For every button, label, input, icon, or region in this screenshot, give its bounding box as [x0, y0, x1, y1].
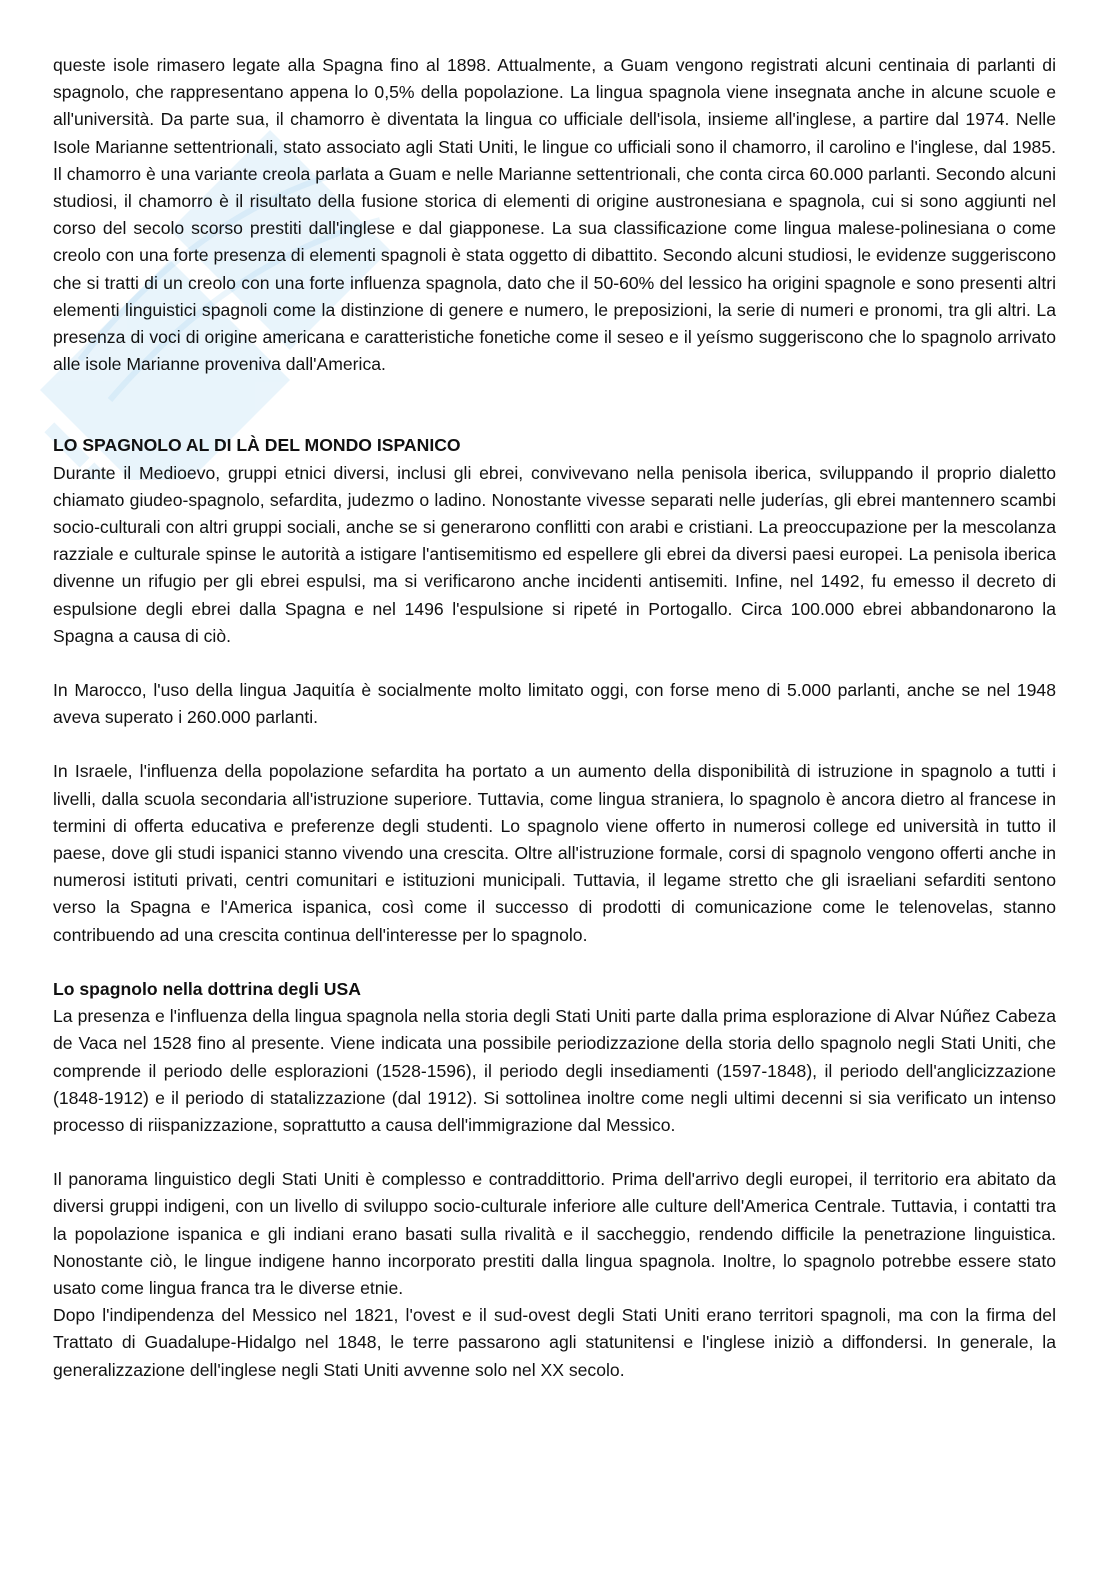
document-page	[53, 52, 1056, 1384]
spacer	[53, 378, 1056, 432]
paragraph-marocco: In Marocco, l'uso della lingua Jaquitía è socialmente molto limitato oggi, con forse meno di 5.000 parlanti, anche se nel 1948 aveva superato i 260.000 parlanti.	[53, 680, 1056, 728]
spacer	[53, 650, 1056, 677]
spacer	[53, 949, 1056, 976]
spacer	[53, 731, 1056, 758]
paragraph-israele: In Israele, l'influenza della popolazione sefardita ha portato a un aumento della disponibilità di istruzione in spagnolo a tutti i livelli, dalla scuola secondaria all'istruzione superiore. Tuttavia, come lingua straniera, lo spagnolo è ancora dietro al francese in termini di offerta educativa e preferenze degli studenti. Lo spagnolo viene offerto in numerosi college ed università in tutto il paese, dove gli studi ispanici stanno vivendo una crescita. Oltre all'istruzione formale, corsi di spagnolo vengono offerti anche in numerosi istituti privati, centri comunitari e istituzioni municipali. Tuttavia, il legame stretto che gli israeliani sefarditi sentono verso la Spagna e l'America ispanica, così come il successo di prodotti di comunicazione come le telenovelas, stanno contribuendo ad una crescita continua dell'interesse per lo spagnolo.	[53, 761, 1056, 945]
paragraph-medioevo: Durante il Medioevo, gruppi etnici diversi, inclusi gli ebrei, convivevano nella penisola iberica, sviluppando il proprio dialetto chiamato giudeo-spagnolo, sefardita, judezmo o ladino. Nonostante vivesse separati nelle juderías, gli ebrei mantennero scambi socio-culturali con altri gruppi sociali, anche se si generarono conflitti con arabi e cristiani. La preoccupazione per la mescolanza razziale e culturale spinse le autorità a istigare l'antisemitismo ed espellere gli ebrei da diversi paesi europei. La penisola iberica divenne un rifugio per gli ebrei espulsi, ma si verificarono anche incidenti antisemiti. Infine, nel 1492, fu emesso il decreto di espulsione degli ebrei dalla Spagna e nel 1496 l'espulsione si ripeté in Portogallo. Circa 100.000 ebrei abbandonarono la Spagna a causa di ciò.	[53, 462, 1056, 646]
spacer	[53, 1139, 1056, 1166]
paragraph-indipendenza-messico: Dopo l'indipendenza del Messico nel 1821, l'ovest e il sud-ovest degli Stati Uniti erano territori spagnoli, ma con la firma del Trattato di Guadalupe-Hidalgo nel 1848, le terre passarono agli statunitensi e l'inglese iniziò a diffondersi. In generale, la generalizzazione dell'inglese negli Stati Uniti avvenne solo nel XX secolo.	[53, 1305, 1056, 1380]
intro-paragraph: queste isole rimasero legate alla Spagna fino al 1898. Attualmente, a Guam vengono registrati alcuni centinaia di parlanti di spagnolo, che rappresentano appena lo 0,5% della popolazione. La lingua spagnola viene insegnata anche in alcune scuole e all'università. Da parte sua, il chamorro è diventata la lingua co ufficiale dell'isola, insieme all'inglese, a partire dal 1974. Nelle Isole Marianne settentrionali, stato associato agli Stati Uniti, le lingue co ufficiali sono il chamorro, il carolino e l'inglese, dal 1985. Il chamorro è una variante creola parlata a Guam e nelle Marianne settentrionali, che conta circa 60.000 parlanti. Secondo alcuni studiosi, il chamorro è il risultato della fusione storica di elementi di origine austronesiana e spagnola, cui si sono aggiunti nel corso del secolo scorso prestiti dall'inglese e dal giapponese. La sua classificazione come lingua malese-polinesiana o come creolo con una forte presenza di elementi spagnoli è stata oggetto di dibattito. Secondo alcuni studiosi, le evidenze suggeriscono che si tratti di un creolo con una forte influenza spagnola, dato che il 50-60% del lessico ha origini spagnole e sono presenti altri elementi linguistici spagnoli come la distinzione di genere e numero, le preposizioni, la serie di numeri e pronomi, tra gli altri. La presenza di voci di origine americana e caratteristiche fonetiche come il seseo e il yeísmo suggeriscono che lo spagnolo arrivato alle isole Marianne proveniva dall'America.	[53, 55, 1056, 375]
section-heading-spagnolo-usa: Lo spagnolo nella dottrina degli USA	[53, 978, 361, 999]
paragraph-usa-storia: La presenza e l'influenza della lingua spagnola nella storia degli Stati Uniti parte dalla prima esplorazione di Alvar Núñez Cabeza de Vaca nel 1528 fino al presente. Viene indicata una possibile periodizzazione della storia dello spagnolo negli Stati Uniti, che comprende il periodo delle esplorazioni (1528-1596), il periodo degli insediamenti (1597-1848), il periodo dell'anglicizzazione (1848-1912) e il periodo di statalizzazione (dal 1912). Si sottolinea inoltre come negli ultimi decenni si sia verificato un intenso processo di riispanizzazione, soprattutto a causa dell'immigrazione dal Messico.	[53, 1006, 1056, 1135]
section-heading-spagnolo-mondo-ispanico: LO SPAGNOLO AL DI LÀ DEL MONDO ISPANICO	[53, 435, 461, 456]
paragraph-panorama-linguistico: Il panorama linguistico degli Stati Uniti è complesso e contraddittorio. Prima dell'arrivo degli europei, il territorio era abitato da diversi gruppi indigeni, con un livello di sviluppo socio-culturale inferiore alle culture dell'America Centrale. Tuttavia, i contatti tra la popolazione ispanica e gli indiani erano basati sulla rivalità e il saccheggio, rendendo difficile la penetrazione linguistica. Nonostante ciò, le lingue indigene hanno incorporato prestiti dalla lingua spagnola. Inoltre, lo spagnolo potrebbe essere stato usato come lingua franca tra le diverse etnie.	[53, 1169, 1056, 1298]
